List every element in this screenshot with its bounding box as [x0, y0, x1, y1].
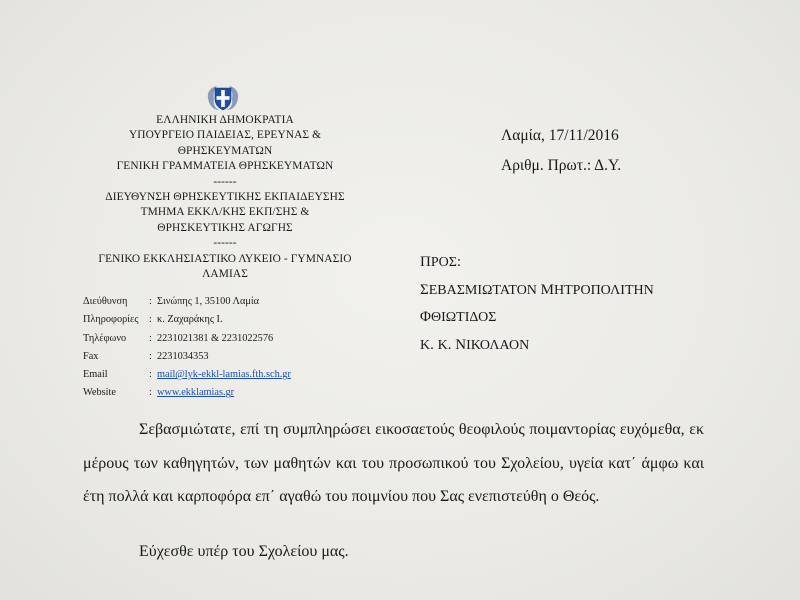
header-line: ΘΡΗΣΚΕΥΜΑΤΩΝ [177, 144, 273, 157]
letter-body [83, 413, 704, 514]
contact-row-website [83, 384, 291, 402]
contact-label: Website [83, 387, 116, 399]
contact-value: Σινώπης 1, 35100 Λαμία [157, 296, 260, 307]
recipient-block [420, 249, 654, 359]
header-divider: ------ [213, 175, 237, 188]
website-link[interactable]: www.ekklamias.gr [157, 387, 235, 399]
header-line: ΕΛΛΗΝΙΚΗ ΔΗΜΟΚΡΑΤΙΑ [156, 114, 294, 126]
contact-row-phone [83, 330, 291, 348]
contact-separator: : [149, 387, 152, 399]
contact-label: Διεύθυνση [83, 296, 128, 307]
contact-label: Πληροφορίες [83, 314, 139, 326]
contact-separator: : [149, 332, 152, 344]
contact-separator: : [149, 350, 152, 362]
contact-label: Τηλέφωνο [83, 332, 127, 344]
header-line: ΛΑΜΙΑΣ [202, 268, 248, 281]
contact-details [83, 293, 291, 403]
recipient-label: ΠΡΟΣ: [420, 254, 462, 270]
header-line: ΘΡΗΣΚΕΥΤΙΚΗΣ ΑΓΩΓΗΣ [157, 221, 293, 234]
contact-row-email [83, 366, 291, 384]
recipient-diocese: ΦΘΙΩΤΙΔΟΣ [420, 309, 497, 326]
date-protocol-block [501, 121, 621, 181]
contact-separator: : [149, 369, 152, 381]
email-link[interactable]: mail@lyk-ekkl-lamias.fth.sch.gr [157, 369, 291, 381]
body-paragraph: Σεβασμιώτατε, επί τη συμπληρώσει εικοσαετούς θεοφιλούς ποιμαντορίας ευχόμεθα, εκ μέρους των καθηγητών, των μαθητών και του προσωπικού του Σχολείου, υγεία κατ΄ άμφω και έτη πολλά και καρποφόρα επ΄ αγαθώ του ποιμνίου που Σας ενεπιστεύθη ο Θεός. [83, 421, 704, 506]
header-line: ΤΜΗΜΑ ΕΚΚΛ/ΚΗΣ ΕΚΠ/ΣΗΣ & [140, 206, 310, 219]
header-divider: ------ [213, 237, 237, 250]
contact-separator: : [149, 296, 152, 307]
header-line: ΥΠΟΥΡΓΕΙΟ ΠΑΙΔΕΙΑΣ, ΕΡΕΥΝΑΣ & [128, 129, 322, 142]
contact-value: 2231021381 & 2231022576 [157, 332, 274, 344]
issuer-header [80, 113, 370, 282]
recipient-title: ΣΕΒΑΣΜΙΩΤΑΤΟΝ ΜΗΤΡΟΠΟΛΙΤΗΝ [420, 281, 654, 298]
contact-label: Email [83, 369, 108, 381]
contact-value: κ. Ζαχαράκης Ι. [157, 314, 223, 326]
greek-state-emblem-icon [205, 84, 241, 112]
contact-value: 2231034353 [157, 350, 209, 362]
closing-line: Εύχεσθε υπέρ του Σχολείου μας. [139, 543, 349, 560]
header-line: ΔΙΕΥΘΥΝΣΗ ΘΡΗΣΚΕΥΤΙΚΗΣ ΕΚΠΑΙΔΕΥΣΗΣ [105, 191, 345, 204]
recipient-name: Κ. Κ. ΝΙΚΟΛΑΟΝ [420, 336, 530, 353]
contact-separator: : [149, 314, 152, 326]
protocol-number: Αριθμ. Πρωτ.: Δ.Υ. [501, 157, 622, 174]
document-date: Λαμία, 17/11/2016 [501, 127, 619, 144]
contact-row-address [83, 293, 291, 311]
contact-row-info [83, 311, 291, 329]
header-line: ΓΕΝΙΚΟ ΕΚΚΛΗΣΙΑΣΤΙΚΟ ΛΥΚΕΙΟ - ΓΥΜΝΑΣΙΟ [98, 252, 352, 265]
contact-row-fax [83, 348, 291, 366]
header-line: ΓΕΝΙΚΗ ΓΡΑΜΜΑΤΕΙΑ ΘΡΗΣΚΕΥΜΑΤΩΝ [116, 160, 334, 173]
contact-label: Fax [83, 350, 99, 362]
